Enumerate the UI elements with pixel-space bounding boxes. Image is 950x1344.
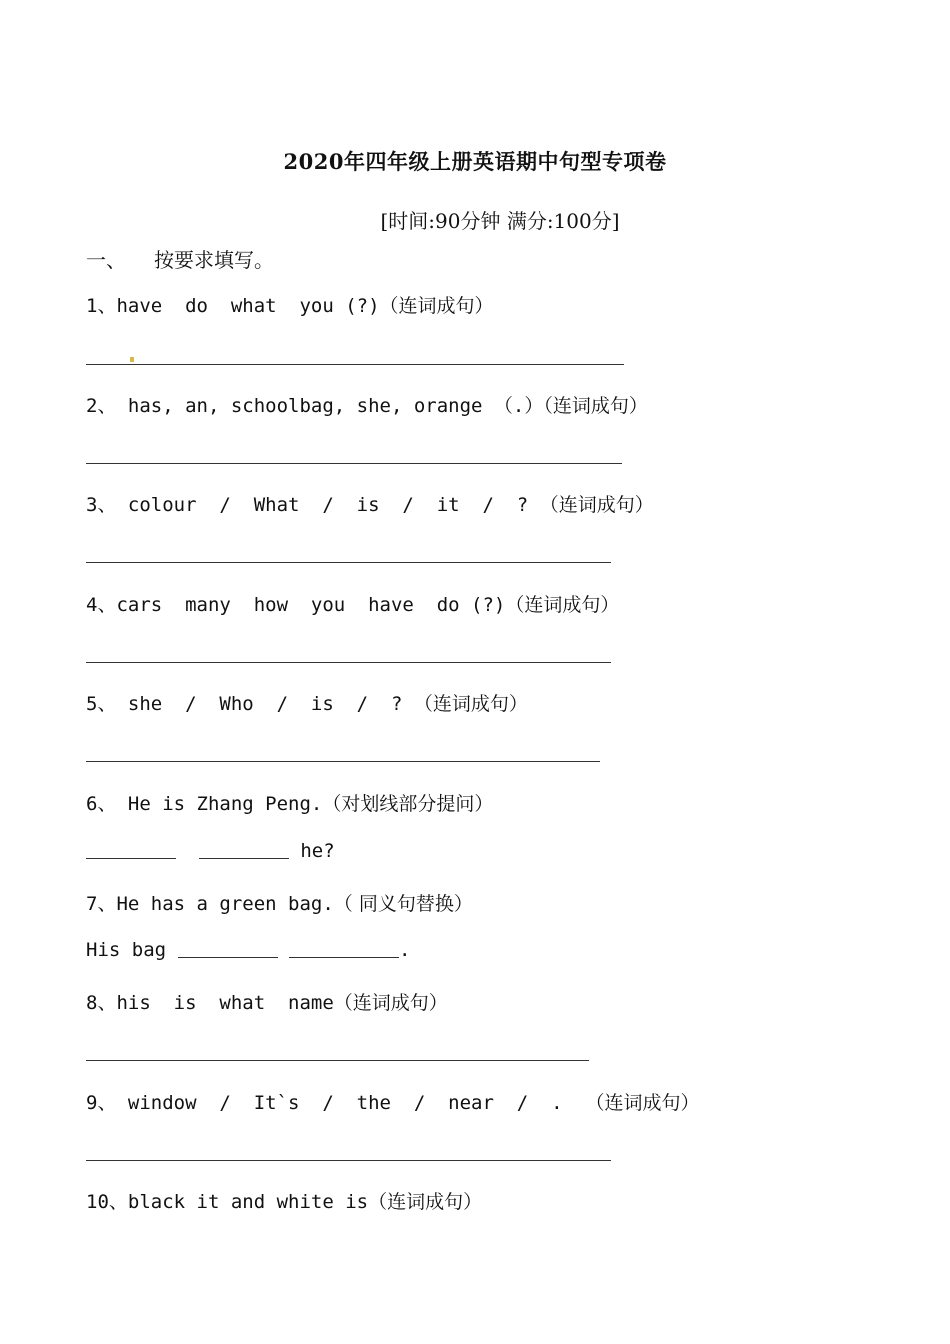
- section-header: [86, 244, 274, 273]
- question-2: [86, 391, 648, 418]
- answer-line-1[interactable]: [86, 364, 624, 365]
- question-9-text: 9、 window / It`s / the / near / .: [86, 1092, 586, 1114]
- question-5-note: （连词成句）: [413, 693, 528, 715]
- answer-line-8[interactable]: [86, 1060, 589, 1061]
- question-4: [86, 590, 619, 617]
- answer-line-5[interactable]: [86, 761, 600, 762]
- answer-line-4[interactable]: [86, 662, 611, 663]
- highlight-mark: [130, 357, 134, 362]
- question-7-note: 同义句替换）: [352, 893, 473, 915]
- answer-row-6: [86, 840, 335, 862]
- question-4-text: 4、cars many how you have do (?): [86, 594, 506, 616]
- question-8-text: 8、his is what name: [86, 992, 334, 1014]
- question-3: [86, 490, 654, 517]
- question-6-note: （对划线部分提问）: [322, 793, 494, 815]
- answer-blank-6a[interactable]: [86, 840, 176, 859]
- question-3-note: （连词成句）: [539, 494, 654, 516]
- question-1: [86, 291, 494, 318]
- question-6: [86, 789, 493, 816]
- question-1-text: 1、have do what you (?): [86, 295, 380, 317]
- answer-blank-7b[interactable]: [289, 939, 399, 958]
- section-instruction: 按要求填写。: [154, 248, 274, 272]
- question-10-note: （连词成句）: [368, 1191, 483, 1213]
- answer-blank-6b[interactable]: [199, 840, 289, 859]
- answer-blank-7a[interactable]: [178, 939, 278, 958]
- answer-line-2[interactable]: [86, 463, 622, 464]
- page-title: 2020年四年级上册英语期中句型专项卷: [283, 149, 667, 174]
- question-7-text: 7、He has a green bag.（: [86, 893, 353, 915]
- question-10-text: 10、black it and white is: [86, 1191, 369, 1213]
- answer-7-suffix: .: [398, 939, 411, 961]
- answer-6-suffix: he?: [288, 840, 335, 862]
- question-3-text: 3、 colour / What / is / it / ?: [86, 494, 540, 516]
- question-5: [86, 689, 528, 716]
- question-4-note: （连词成句）: [505, 594, 620, 616]
- answer-line-3[interactable]: [86, 562, 611, 563]
- question-10: [86, 1187, 482, 1214]
- question-1-note: （连词成句）: [379, 295, 494, 317]
- question-9: [86, 1088, 699, 1115]
- question-7: [86, 889, 473, 916]
- answer-row-7: [86, 939, 410, 961]
- question-5-text: 5、 she / Who / is / ?: [86, 693, 414, 715]
- question-9-note: （连词成句）: [585, 1092, 700, 1114]
- question-8-note: （连词成句）: [333, 992, 448, 1014]
- question-2-note: （连词成句）: [543, 395, 648, 417]
- section-number: 一、: [86, 248, 126, 272]
- question-2-text: 2、 has, an, schoolbag, she, orange （.）: [86, 395, 544, 417]
- answer-7-prefix: His bag: [86, 939, 178, 961]
- question-6-text: 6、 He is Zhang Peng.: [86, 793, 323, 815]
- answer-line-9[interactable]: [86, 1160, 611, 1161]
- time-score-info: [时间:90分钟 满分:100分]: [380, 209, 620, 233]
- question-8: [86, 988, 448, 1015]
